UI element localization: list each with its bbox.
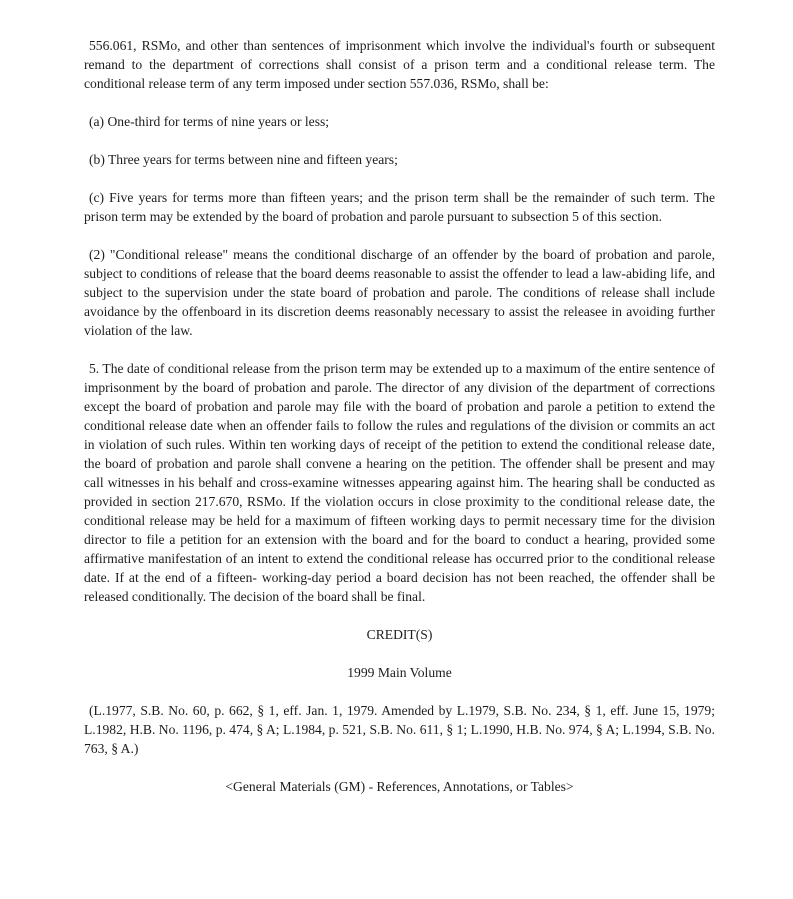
paragraph-2-conditional-release: (2) "Conditional release" means the conditional discharge of an offender by the board of probation and parole, subject to conditions of release that the board deems reasonable to assist the offender to lead a law-abiding life, and subject to the supervision under the state board of probation and parole. The conditions of release shall include avoidance by the offenboard in its discretion deems reasonably necessary to assist the releasee in avoiding further violation of the law. (84, 247, 715, 338)
credits-citation: (L.1977, S.B. No. 60, p. 662, § 1, eff. Jan. 1, 1979. Amended by L.1979, S.B. No. 234, § 1, eff. June 15, 1979; L.1982, H.B. No. 1196, p. 474, § A; L.1984, p. 521, S.B. No. 611, § 1; L.1990, H.B. No. 974, § A; L.1994, S.B. No. 763, § A.) (84, 703, 715, 756)
paragraph-5-extension: 5. The date of conditional release from the prison term may be extended up to a maximum of the entire sentence of imprisonment by the board of probation and parole. The director of any division of the department of corrections except the board of probation and parole may file with the board of probation and parole a petition to extend the conditional release date when an offender fails to follow the rules and regulations of the division or commits an act in violation of such rules. Within ten working days of receipt of the petition to extend the conditional release date, the board of probation and parole shall convene a hearing on the petition. The offender shall be present and may call witnesses in his behalf and cross-examine witnesses appearing against him. The hearing shall be conducted as provided in section 217.670, RSMo. If the violation occurs in close proximity to the conditional release date, the conditional release may be held for a maximum of fifteen working days to permit necessary time for the division director to file a petition for an extension with the board and for the board to conduct a hearing, provided some affirmative manifestation of an intent to extend the conditional release has occurred prior to the conditional release date. If at the end of a fifteen- working-day period a board decision has not been reached, the offender shall be released conditionally. The decision of the board shall be final. (84, 361, 715, 604)
volume-heading: 1999 Main Volume (347, 665, 452, 680)
subsection-b: (b) Three years for terms between nine and fifteen years; (89, 152, 398, 167)
credits-heading: CREDIT(S) (366, 627, 433, 642)
subsection-c: (c) Five years for terms more than fifteen years; and the prison term shall be the remainder of such term. The prison term may be extended by the board of probation and parole pursuant to subsection 5 of this section. (84, 190, 715, 224)
general-materials-note: <General Materials (GM) - References, Annotations, or Tables> (225, 779, 574, 794)
statute-intro-paragraph: 556.061, RSMo, and other than sentences of imprisonment which involve the individual's fourth or subsequent remand to the department of corrections shall consist of a prison term and a conditional release term. The conditional release term of any term imposed under section 557.036, RSMo, shall be: (84, 38, 715, 91)
subsection-a: (a) One-third for terms of nine years or less; (89, 114, 330, 129)
